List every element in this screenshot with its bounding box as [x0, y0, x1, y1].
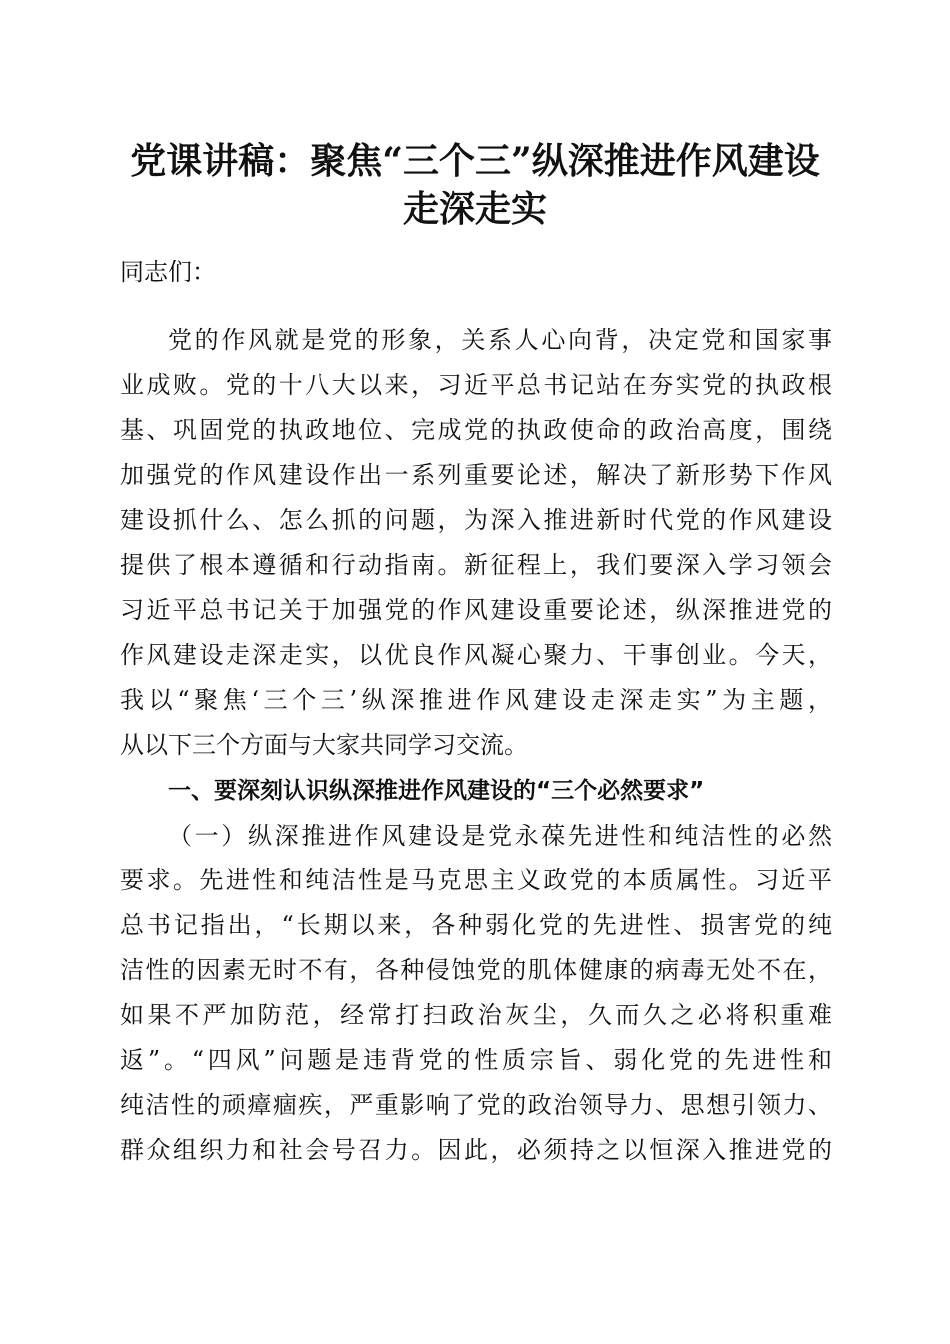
paragraph-line: 党的作风就是党的形象，关系人心向背，决定党和国家事	[168, 326, 832, 354]
paragraph-line: （一）纵深推进作风建设是党永葆先进性和纯洁性的必然	[168, 822, 832, 850]
document-title-line-2: 走深走实	[402, 188, 547, 230]
paragraph-line: 提供了根本遵循和行动指南。新征程上，我们要深入学习领会	[120, 551, 832, 579]
section-heading: 一、要深刻认识纵深推进作风建设的“三个必然要求”	[168, 778, 705, 804]
paragraph-line: 如果不严加防范，经常打扫政治灰尘，久而久之必将积重难	[120, 1001, 832, 1029]
paragraph-line: 加强党的作风建设作出一系列重要论述，解决了新形势下作风	[120, 461, 832, 489]
paragraph-line: 洁性的因素无时不有，各种侵蚀党的肌体健康的病毒无处不在，	[120, 956, 832, 984]
paragraph-line: 我以“聚焦‘三个三’纵深推进作风建设走深走实”为主题，	[120, 686, 832, 714]
paragraph-line: 返”。“四风”问题是违背党的性质宗旨、弱化党的先进性和	[120, 1046, 832, 1074]
salutation: 同志们：	[120, 258, 216, 286]
paragraph-line: 基、巩固党的执政地位、完成党的执政使命的政治高度，围绕	[120, 416, 832, 444]
paragraph-line: 总书记指出，“长期以来，各种弱化党的先进性、损害党的纯	[120, 911, 832, 939]
paragraph-line: 建设抓什么、怎么抓的问题，为深入推进新时代党的作风建设	[120, 506, 832, 534]
paragraph-line: 纯洁性的顽瘴痼疾，严重影响了党的政治领导力、思想引领力、	[120, 1091, 832, 1119]
paragraph-line: 要求。先进性和纯洁性是马克思主义政党的本质属性。习近平	[120, 866, 832, 894]
paragraph-line: 业成败。党的十八大以来，习近平总书记站在夯实党的执政根	[120, 371, 832, 399]
paragraph-line: 群众组织力和社会号召力。因此，必须持之以恒深入推进党的	[120, 1136, 832, 1164]
paragraph-line: 习近平总书记关于加强党的作风建设重要论述，纵深推进党的	[120, 596, 832, 624]
paragraph-line: 从以下三个方面与大家共同学习交流。	[120, 731, 528, 759]
paragraph-line: 作风建设走深走实，以优良作风凝心聚力、干事创业。今天，	[120, 641, 832, 669]
document-title-line-1: 党课讲稿：聚焦“三个三”纵深推进作风建设	[130, 140, 820, 182]
